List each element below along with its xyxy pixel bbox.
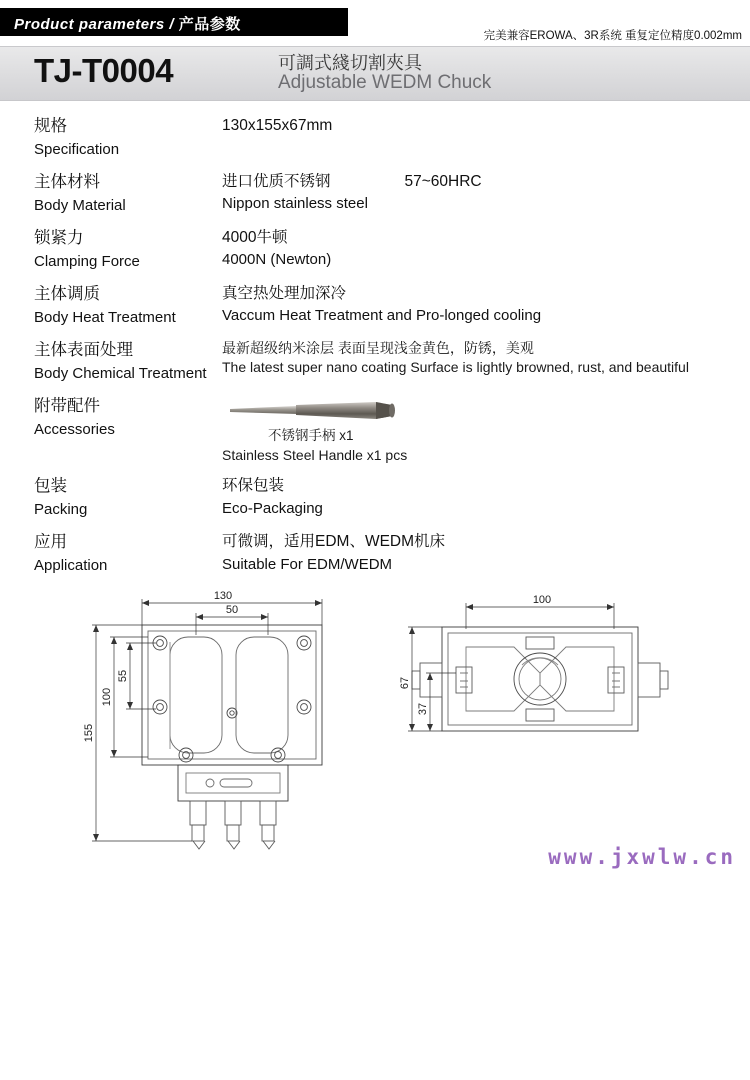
dim-side-height-total: 67	[399, 677, 411, 690]
spec-label-cn: 主体调质	[34, 284, 100, 303]
spec-row	[0, 171, 750, 216]
spec-label	[0, 283, 222, 328]
dim-side-width: 100	[532, 594, 552, 607]
spec-label-en: Accessories	[34, 420, 115, 438]
spec-value	[222, 227, 750, 272]
spec-row-accessories	[0, 395, 750, 465]
banner-title	[14, 13, 241, 34]
spec-label-en: Specification	[34, 140, 120, 158]
spec-value	[222, 283, 750, 328]
spec-label-cn: 主体表面处理	[34, 340, 133, 359]
spec-value-en: Nippon stainless steel	[222, 195, 368, 213]
dim-front-width-inner: 50	[225, 604, 239, 617]
spec-label-en: Body Heat Treatment	[34, 308, 176, 326]
compatibility-note: 完美兼容EROWA、3R系统 重复定位精度0.002mm	[483, 30, 742, 42]
spec-label	[0, 475, 222, 520]
spec-label	[0, 531, 222, 576]
banner-separator: /	[169, 16, 175, 33]
spec-label-cn: 附带配件	[34, 396, 100, 415]
spec-row	[0, 115, 750, 160]
model-code: TJ-T0004	[34, 52, 174, 89]
page-header	[0, 0, 750, 46]
dim-front-width-total: 130	[213, 590, 233, 603]
accessory-block	[222, 395, 750, 465]
spec-label-cn: 规格	[34, 117, 67, 135]
spec-label-en: Packing	[34, 501, 88, 519]
spec-value-en: Suitable For EDM/WEDM	[222, 555, 393, 573]
spec-label-cn: 应用	[34, 533, 67, 552]
spec-value-en: Vaccum Heat Treatment and Pro-longed cooling	[222, 307, 542, 325]
front-view-drawing	[60, 587, 420, 887]
spec-value-cn: 4000牛顿	[222, 228, 288, 246]
spec-label	[0, 115, 222, 160]
spec-value	[222, 475, 750, 520]
dim-front-height-inner: 100	[101, 688, 113, 707]
spec-label-en: Clamping Force	[34, 252, 140, 270]
spec-row	[0, 531, 750, 576]
banner-title-cn: 产品参数	[178, 16, 241, 33]
accessory-caption-cn: 不锈钢手柄 x1	[268, 427, 354, 443]
spec-label-cn: 锁紧力	[34, 228, 84, 247]
spec-label	[0, 227, 222, 272]
spec-value-cn-line	[222, 171, 732, 193]
dim-front-height-small: 55	[117, 670, 129, 683]
spec-row	[0, 339, 750, 384]
spec-value-cn: 真空热处理加深冷	[222, 284, 347, 302]
spec-value-en: 4000N (Newton)	[222, 251, 332, 269]
dim-side-height-inner: 37	[417, 703, 429, 716]
dim-front-height-total: 155	[83, 724, 95, 743]
side-view-drawing	[390, 587, 730, 887]
spec-row	[0, 475, 750, 520]
spec-value-cn: 环保包装	[222, 477, 285, 495]
spec-value	[222, 171, 750, 216]
spec-value	[222, 531, 750, 576]
spec-label-en: Body Material	[34, 196, 126, 214]
banner-title-en: Product parameters	[14, 16, 165, 33]
spec-label-cn: 主体材料	[34, 172, 100, 191]
spec-value	[222, 115, 750, 160]
spec-value-en: Eco-Packaging	[222, 499, 323, 517]
website-watermark: www.jxwlw.cn	[548, 845, 736, 870]
spec-row	[0, 283, 750, 328]
spec-label-en: Body Chemical Treatment	[34, 364, 207, 382]
spec-label	[0, 339, 222, 384]
spec-value-cn: 最新超级纳米涂层 表面呈现浅金黄色，防锈，美观	[222, 339, 534, 356]
product-title-band	[0, 46, 750, 101]
spec-value	[222, 339, 750, 384]
spec-label-en: Application	[34, 557, 108, 575]
stainless-steel-handle-image	[226, 397, 456, 427]
spec-list	[0, 101, 750, 576]
spec-value-cn: 进口优质不锈钢	[222, 172, 331, 190]
spec-value-cn: 130x155x67mm	[222, 117, 333, 134]
spec-label	[0, 171, 222, 216]
technical-drawings	[0, 587, 750, 887]
spec-row	[0, 227, 750, 272]
spec-value-hardness: 57~60HRC	[404, 172, 482, 190]
accessory-caption-en: Stainless Steel Handle x1 pcs	[222, 446, 408, 463]
spec-value-en: The latest super nano coating Surface is lightly browned, rust, and beautiful	[222, 359, 689, 376]
product-name-cn: 可調式綫切割夾具	[278, 53, 422, 73]
spec-label-cn: 包装	[34, 477, 67, 496]
spec-label	[0, 395, 222, 465]
spec-value-cn: 可微调，适用EDM、WEDM机床	[222, 533, 446, 551]
product-name-en: Adjustable WEDM Chuck	[278, 72, 492, 93]
